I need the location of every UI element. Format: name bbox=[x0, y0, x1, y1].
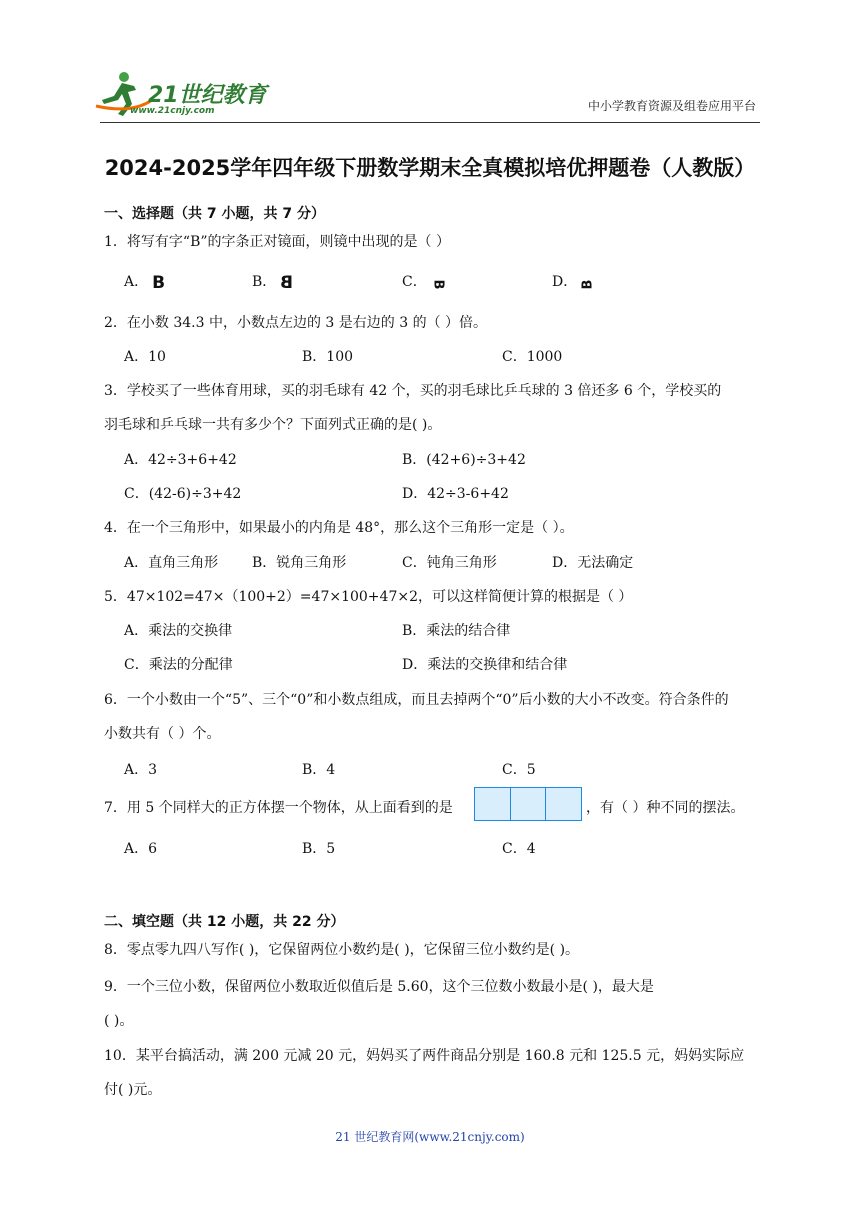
question-9-line2: ( )。 bbox=[104, 1013, 134, 1029]
question-5-option-d: D．乘法的交换律和结合律 bbox=[402, 657, 568, 673]
header-divider bbox=[100, 122, 760, 123]
question-4-option-a: A．直角三角形 bbox=[124, 555, 219, 571]
platform-name: 中小学教育资源及组卷应用平台 bbox=[587, 99, 756, 113]
question-2-option-c: C．1000 bbox=[502, 349, 563, 365]
question-3-option-c: C．(42-6)÷3+42 bbox=[124, 486, 242, 502]
question-7-option-b: B．5 bbox=[302, 841, 336, 857]
question-1-option-d: D． B bbox=[552, 274, 596, 290]
logo-text: 21世纪教育 bbox=[148, 83, 267, 108]
question-2-stem: 2．在小数 34.3 中，小数点左边的 3 是右边的 3 的（ ）倍。 bbox=[104, 315, 488, 331]
question-2-option-a: A．10 bbox=[124, 349, 166, 365]
question-4-option-b: B．锐角三角形 bbox=[252, 555, 347, 571]
question-7-option-c: C．4 bbox=[502, 841, 536, 857]
question-1-option-c: C． B bbox=[402, 274, 446, 290]
question-1-option-b: B． B bbox=[252, 273, 294, 293]
top-view-square bbox=[475, 788, 511, 820]
question-3-option-d: D．42÷3-6+42 bbox=[402, 486, 509, 502]
question-4-stem: 4．在一个三角形中，如果最小的内角是 48°，那么这个三角形一定是（ ）。 bbox=[104, 520, 574, 536]
question-5-option-a: A．乘法的交换律 bbox=[124, 623, 233, 639]
logo-url: www.21cnjy.com bbox=[130, 106, 215, 116]
question-9-line1: 9．一个三位小数，保留两位小数取近似值后是 5.60，这个三位数小数最小是( )，最大是 bbox=[104, 979, 654, 995]
exam-title: 2024-2025学年四年级下册数学期末全真模拟培优押题卷（人教版） bbox=[104, 156, 756, 180]
top-view-three-squares-icon bbox=[474, 787, 582, 821]
question-10-line1: 10．某平台搞活动，满 200 元减 20 元，妈妈买了两件商品分别是 160.8 元和 125.5 元，妈妈实际应 bbox=[104, 1048, 745, 1064]
question-6-stem-line1: 6．一个小数由一个“5”、三个“0”和小数点组成，而且去掉两个“0”后小数的大小不改变。符合条件的 bbox=[104, 692, 729, 708]
question-7-stem-pre: 7．用 5 个同样大的正方体摆一个物体，从上面看到的是 bbox=[104, 800, 453, 816]
section-heading-fill: 二、填空题（共 12 小题，共 22 分） bbox=[104, 914, 345, 930]
question-5-option-c: C．乘法的分配律 bbox=[124, 657, 233, 673]
question-3-option-a: A．42÷3+6+42 bbox=[124, 452, 237, 468]
question-3-option-b: B．(42+6)÷3+42 bbox=[402, 452, 526, 468]
question-1-stem: 1．将写有字“B”的字条正对镜面，则镜中出现的是（ ） bbox=[104, 234, 450, 250]
question-7-stem-post: ，有（ ）种不同的摆法。 bbox=[586, 800, 745, 816]
question-5-stem: 5．47×102=47×（100+2）=47×100+47×2，可以这样简便计算的根据是（ ） bbox=[104, 589, 633, 605]
question-7-option-a: A．6 bbox=[124, 841, 158, 857]
section-heading-choice: 一、选择题（共 7 小题，共 7 分） bbox=[104, 206, 325, 222]
footer-link[interactable]: 21 世纪教育网(www.21cnjy.com) bbox=[335, 1130, 525, 1144]
question-3-stem-line2: 羽毛球和乒乓球一共有多少个？下面列式正确的是( )。 bbox=[104, 417, 442, 433]
question-6-option-c: C．5 bbox=[502, 762, 536, 778]
question-3-stem-line1: 3．学校买了一些体育用球，买的羽毛球有 42 个，买的羽毛球比乒乓球的 3 倍还多 6 个，学校买的 bbox=[104, 383, 722, 399]
question-6-option-b: B．4 bbox=[302, 762, 336, 778]
question-10-line2: 付( )元。 bbox=[104, 1082, 162, 1098]
question-1-option-a: A． B bbox=[124, 273, 166, 293]
question-4-option-c: C．钝角三角形 bbox=[402, 555, 497, 571]
b-mirrored-icon: B bbox=[280, 273, 294, 293]
top-view-square bbox=[546, 788, 581, 820]
question-6-stem-line2: 小数共有（ ）个。 bbox=[104, 726, 221, 742]
b-rotated-reverse-icon: B bbox=[580, 279, 596, 290]
b-normal-icon: B bbox=[152, 273, 166, 293]
question-4-option-d: D．无法确定 bbox=[552, 555, 634, 571]
question-8: 8．零点零九四八写作( )，它保留两位小数约是( )，它保留三位小数约是( )。 bbox=[104, 942, 580, 958]
question-2-option-b: B．100 bbox=[302, 349, 354, 365]
top-view-square bbox=[511, 788, 547, 820]
question-5-option-b: B．乘法的结合律 bbox=[402, 623, 511, 639]
b-rotated-icon: B bbox=[430, 279, 446, 290]
question-6-option-a: A．3 bbox=[124, 762, 158, 778]
